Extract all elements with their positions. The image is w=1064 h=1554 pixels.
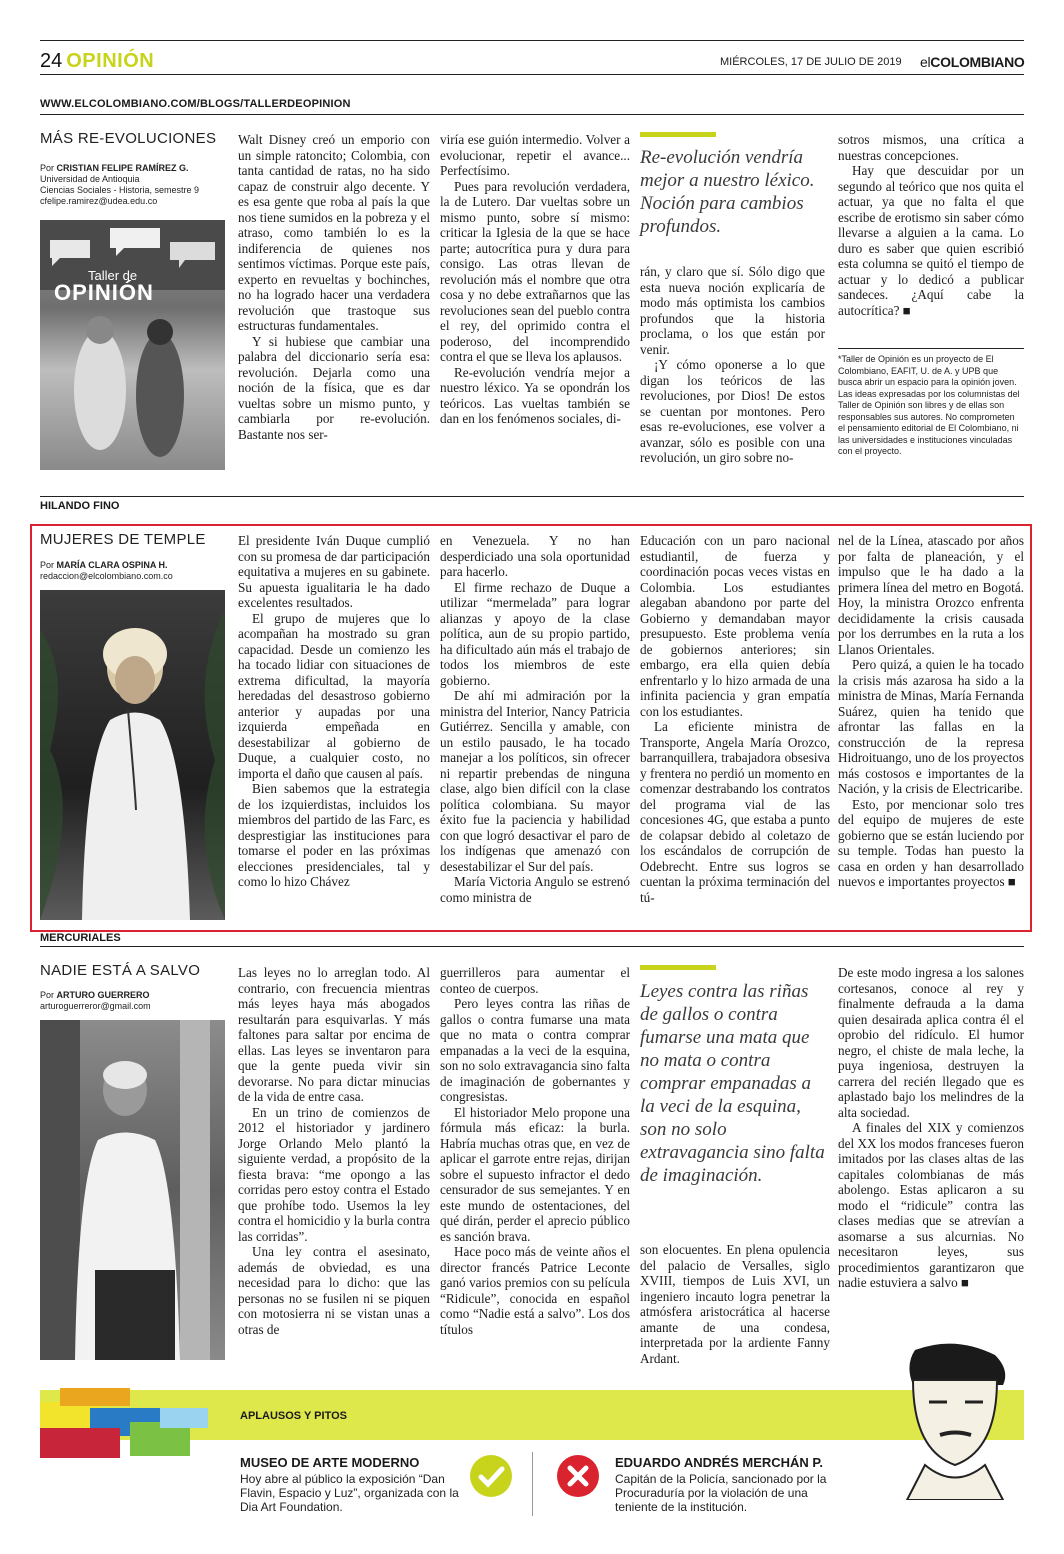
- top-rule: [40, 40, 1024, 41]
- pullquote-bar: [640, 132, 716, 137]
- article1-col1: Walt Disney creó un emporio con un simple ratoncito; Colombia, con tanta cantidad de ratas, no ha sido capaz de construir algo decente. Y es esa gente que roba al país la que nos tiene sumidos en la pobreza y el atraso, como también lo es la indiferencia de quienes nos sentimos víctimas. Porque este país, experto en revueltas y bochinches, no ha logrado hacer una verdadera revolución que trastoque sus estructuras fundamentales. Y si hubiese que cambiar una palabra del diccionario sería esa: revolución. Dejarla como una noción de la física, que es dar vueltas sobre un mismo punto, y cambiarla por re-evolución. Bastante nos ser-: [238, 132, 430, 442]
- article3-col3: son elocuentes. En plena opulencia del palacio de Versalles, siglo XVIII, tiempos de Luis XVI, un ingeniero incauto logra penetrar la atmósfera aristocrática al hacerse amante de una condesa, interpretada por la ardiente Fanny Ardant.: [640, 1242, 830, 1366]
- article-title: MUJERES DE TEMPLE: [40, 531, 206, 548]
- cross-icon: [557, 1455, 599, 1497]
- photo-caption-large: OPINIÓN: [54, 280, 154, 305]
- check-icon: [470, 1455, 512, 1497]
- section-label: HILANDO FINO: [40, 500, 120, 512]
- article2-col2: en Venezuela. Y no han desperdiciado una sola oportunidad para hacerlo. El firme rechazo de Duque a utilizar “mermelada” para lograr alianzas y apoyo de la clase política, aun de su propio partido, ha dificultado aún más el trabajo de todos los miembros de este gobierno. De ahí mi admiración por la ministra del Interior, Nancy Patricia Gutiérrez. Sencilla y amable, con un estilo pausado, le ha tocado manejar a los políticos, sin ofrecer ni repartir prebendas de ninguna clase, algo bien difícil con la clase política colombiana. Su mayor éxito fue la paciencia y habilidad con que logró desactivar el paro de los indígenas que amenazó con desestabilizar el Sur del país. María Victoria Angulo se estrenó como ministra de: [440, 533, 630, 905]
- article1-col3: rán, y claro que sí. Sólo digo que esta nueva noción explicaría de modo más optimista los cambios profundos que la historia proclama, o los que están por venir. ¡Y cómo oponerse a lo que digan los teóricos de las revoluciones, por Dios! De estos se cuentan por montones. Pero esas re-evoluciones, ese volver a avanzar, sólo es posible con una revolución, un giro sobre no-: [640, 264, 825, 465]
- section-rule: [40, 946, 1024, 947]
- section-name: OPINIÓN: [66, 50, 155, 72]
- article-title: MÁS RE-EVOLUCIONES: [40, 130, 217, 147]
- photo-caption-small: Taller de: [88, 268, 138, 283]
- byline: Por CRISTIAN FELIPE RAMÍREZ G. Universidad de Antioquia Ciencias Sociales - Historia, semestre 9 cfelipe.ramirez@udea.edu.co: [40, 163, 200, 206]
- article2-col4: nel de la Línea, atascado por años por falta de planeación, y el impulso que le ha dado a la primera línea del metro en Bogotá. Hoy, la ministra Orozco enfrenta decididamente la crisis causada por los derrumbes en la ruta a los Llanos Orientales. Pero quizá, a quien le ha tocado la crisis más azarosa ha sido a la ministra de Minas, María Fernanda Suárez, quien ha tenido que afrontar las fallas en la construcción de la represa Hidroituango, uno de los proyectos más costosos e importantes de la Nación, y la crisis de Electricaribe. Esto, por mencionar solo tres del equipo de mujeres de este gobierno que se están luciendo por su temple. Todas han puesto la casa en orden y han desarrollado nuevos e importantes proyectos ■: [838, 533, 1024, 889]
- section-label: MERCURIALES: [40, 932, 121, 944]
- museum-illustration: [30, 1372, 230, 1472]
- author-photo: [40, 1020, 225, 1360]
- article-title: NADIE ESTÁ A SALVO: [40, 962, 201, 979]
- article3-col1: Las leyes no lo arreglan todo. Al contrario, con frecuencia mientras más leyes haya más abogados resultarán para esquivarlas. Y más faltones para saltar por encima de ellas. Las leyes se inventaron para que la gente pueda vivir sin devorarse. No para dictar minucias de la vida de entre casa. En un trino de comienzos de 2012 el historiador y jardinero Jorge Orlando Melo plantó la siguiente verdad, a propósito de la fiesta brava: “me opongo a las corridas pero estoy contra el Estado que prohíbe todo. Usemos la ley contra el homicidio y la burla contra las corridas”. Una ley contra el asesinato, además de obviedad, es una necesidad para lo dicho: que las personas no se fusilen ni se piquen con motosierra ni se vistan unas a otras de: [238, 965, 430, 1337]
- aplausos-label: APLAUSOS Y PITOS: [240, 1410, 347, 1422]
- taller-note: *Taller de Opinión es un proyecto de El Colombiano, EAFIT, U. de A. y UPB que busca abrir un espacio para la opinión joven. Las ideas expresadas por los columnistas del Taller de Opinión son libres y de ellas son responsables sus autores. No comprometen el pensamiento editorial de El Colombiano, ni las universidades e instituciones vinculadas con el proyecto.: [838, 354, 1020, 456]
- article2-col1: El presidente Iván Duque cumplió con su promesa de dar participación equitativa a mujeres en su gabinete. Su apuesta igualitaria le ha dado excelentes resultados. El grupo de mujeres que lo acompañan ha mostrado su gran capacidad. Desde un comienzo les ha tocado lidiar con situaciones de extrema dificultad, la mayoría heredadas del desastroso gobierno anterior y aupadas por una izquierda empeñada en desestabilizar al gobierno de Duque, a cualquier costo, no importa el daño que causen al país. Bien sabemos que la estrategia de los izquierdistas, incluidos los miembros del partido de las Farc, es desprestigiar las instituciones para tomarse el poder en las próximas elecciones presidenciales, tal y como lo hizo Chávez: [238, 533, 430, 889]
- article3-col2: guerrilleros para aumentar el conteo de cuerpos. Pero leyes contra las riñas de gallos o contra fumarse una mata que no mata o contra comprar empanadas a la veci de la esquina, son no solo extravagancia sino falta de imaginación de gobernantes y congresistas. El historiador Melo propone una fórmula más eficaz: la burla. Habría muchas otras que, en vez de aplicar el garrote entre rejas, dirijan sobre el supuesto infractor el dedo censurador de sus semejantes. Y en este mundo de ostentaciones, del qué dirán, perder el aprecio público es sanción brava. Hace poco más de veinte años el director francés Patrice Leconte ganó varios premios con su película “Ridicule”, conocida en español como “Nadie está a salvo”. Los dos títulos: [440, 965, 630, 1337]
- pullquote: Re-evolución vendría mejor a nuestro léxico. Noción para cambios profundos.: [640, 147, 815, 237]
- blog-url[interactable]: WWW.ELCOLOMBIANO.COM/BLOGS/TALLERDEOPINION: [40, 98, 351, 110]
- author-photo-art: [40, 1020, 225, 1360]
- section-rule: [40, 496, 1024, 497]
- aplauso-item: [240, 1455, 465, 1514]
- brand-logo: elCOLOMBIANO: [920, 54, 1025, 70]
- header-rule: [40, 74, 1024, 75]
- pito-title: EDUARDO ANDRÉS MERCHÁN P.: [615, 1455, 824, 1470]
- pito-text: Capitán de la Policía, sancionado por la Procuraduría por la violación de una teniente de la institución.: [615, 1472, 827, 1514]
- aplauso-title: MUSEO DE ARTE MODERNO: [240, 1455, 420, 1470]
- article1-col2: viría ese guión intermedio. Volver a evolucionar, repetir el avance... Perfectísimo. Pues para revolución verdadera, la de Lutero. Dar vueltas sobre un mismo punto, sobre sí mismo: criticar la Iglesia de la que se hace parte; autocrítica pura y dura para consigo. Las otras llevan de revolución más el nombre que otra cosa y no debe extrañarnos que las revoluciones sean del pueblo contra el rey, del oprimido contra el poderoso, del incomprendido contra el que se lleva los aplausos. Re-evolución vendría mejor a nuestro léxico. Ya se opondrán los teóricos. Las vueltas también se dan en los fenómenos sociales, di-: [440, 132, 630, 426]
- taller-photo-art: [40, 220, 225, 470]
- page-header: [40, 50, 154, 73]
- byline: Por ARTURO GUERRERO arturoguerreror@gmail.com: [40, 990, 151, 1011]
- author-photo: [40, 590, 225, 920]
- page-number: 24: [40, 50, 63, 72]
- note-rule: [838, 348, 1024, 349]
- taller-photo: [40, 220, 225, 470]
- pito-item: [615, 1455, 845, 1514]
- aplauso-text: Hoy abre al público la exposición “Dan Flavin, Espacio y Luz”, organizada con la Dia Art Foundation.: [240, 1472, 459, 1514]
- byline: Por MARÍA CLARA OSPINA H. redaccion@elcolombiano.com.co: [40, 560, 173, 581]
- article3-col4: De este modo ingresa a los salones cortesanos, conoce al rey y finalmente defrauda a la dama quien desairada aplica contra él el oprobio del ridículo. El humor negro, el chiste de mala leche, la puya ingeniosa, destruyen la carrera del recién llegado que es aplastado bajo los melindres de la alta sociedad. A finales del XIX y comienzos del XX los modos franceses fueron imitados por las clases altas de las capitales colombianas de más abolengo. Estas aplicaron a su modo el “ridicule” contra las clases medias que se atrevían a asomarse a sus alcurnias. No necesitaron leyes, sus procedimientos garantizaron que nadie estuviera a salvo ■: [838, 965, 1024, 1290]
- caricature-illustration: [885, 1340, 1020, 1500]
- article1-col4: sotros mismos, una crítica a nuestras concepciones. Hay que descuidar por un segundo al teórico que nos quita el actuar, ya que no falta el que escribe de erotismo sin saber cómo llevarse a alguien a la cama. Lo duro es saber que quien escribió esta columna se quitó el tiempo de actuar y lo dedicó a publicar sandeces. ¿Aquí cabe la autocrítica? ■: [838, 132, 1024, 318]
- pullquote: Leyes contra las riñas de gallos o contra fumarse una mata que no mata o contra comprar empanadas a la veci de la esquina, son no solo extravagancia sino falta de imaginación.: [640, 981, 825, 1186]
- aplausos-divider: [532, 1452, 533, 1516]
- pullquote-bar: [640, 965, 716, 970]
- url-rule: [40, 114, 1024, 115]
- author-photo-art: [40, 590, 225, 920]
- issue-date: MIÉRCOLES, 17 DE JULIO DE 2019: [720, 56, 902, 68]
- article2-col3: Educación con un paro nacional estudiantil, de fuerza y coordinación pocas veces vistas en Colombia. Los estudiantes alegaban abandono por parte del Gobierno y demandaban mayor presupuesto. Este problema venía de gobiernos anteriores; sin embargo, era ella quien debía enfrentarlo y lo hizo armada de una infinita paciencia y gran empatía con los estudiantes. La eficiente ministra de Transporte, Angela María Orozco, barranquillera, trabajadora obsesiva y frentera no perdió un momento en comenzar destrabando los contratos del programa vial de las concesiones 4G, que estaba a punto de colapsar debido al coletazo de los escándalos de corrupción de Odebrecht. Entre sus logros se cuentan la próxima terminación del tú-: [640, 533, 830, 905]
